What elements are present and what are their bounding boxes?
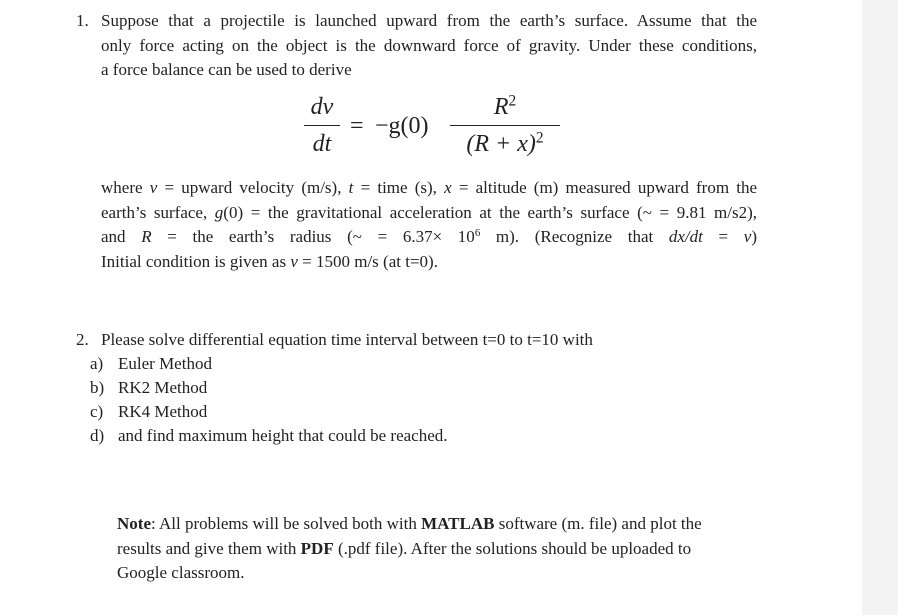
question-1-definitions (101, 176, 757, 274)
note-text: (.pdf file). After the solutions should be uploaded to (333, 538, 692, 558)
lhs-fraction-bar (304, 125, 340, 126)
definitions-line-4 (101, 250, 757, 275)
list-item-text: RK2 Method (118, 378, 208, 397)
question-2-number: 2. (76, 330, 89, 349)
def-text: = altitude (m) measured upward from the (451, 178, 758, 197)
list-item-text: and find maximum height that could be reached. (118, 426, 448, 445)
question-1-number: 1. (76, 11, 89, 30)
definitions-line-3 (101, 225, 757, 250)
rhs-denominator (450, 129, 560, 159)
intro-line-2: only force acting on the object is the downward force of gravity. Under these conditions, (101, 35, 757, 55)
def-var-t: t (348, 178, 354, 197)
rhs-fraction-bar (450, 125, 560, 126)
def-text: = the earth’s radius (~ = 6.37× 10 (151, 227, 475, 246)
def-var-x: x (444, 178, 452, 197)
rhs-numerator-exp: 2 (508, 92, 517, 110)
def-text: (0) = the gravitational acceleration at the earth’s surface (~ = 9.81 m/s2), (223, 202, 757, 222)
note-line-2 (117, 537, 757, 562)
lhs-numerator: dv (310, 94, 334, 120)
list-item-label: b) (90, 378, 105, 397)
note-text: : All problems will be solved both with (150, 514, 422, 533)
def-text: where (101, 178, 150, 197)
rhs-numerator-R: R (493, 94, 509, 120)
note-label: Note (117, 514, 151, 533)
def-text: Initial condition is given as (101, 251, 291, 271)
def-exponent: 6 (474, 227, 481, 240)
rhs-numerator (450, 92, 560, 122)
def-text: = 1500 m/s (at t=0). (297, 251, 438, 271)
intro-line-1: Suppose that a projectile is launched upward from the earth’s surface. Assume that the (101, 11, 757, 30)
equals-sign: = (350, 113, 364, 139)
lhs-denominator: dt (312, 131, 332, 157)
list-item-text: RK4 Method (118, 402, 208, 421)
note-text: results and give them with (117, 538, 301, 558)
list-item-label: c) (90, 402, 104, 421)
note-line-1 (117, 512, 757, 537)
note-matlab: MATLAB (421, 514, 495, 533)
list-item-label: d) (90, 426, 105, 445)
def-text: = (702, 227, 744, 246)
list-item (90, 376, 207, 401)
def-text: m). (Recognize that (480, 227, 669, 246)
rhs-denominator-exp: 2 (535, 129, 544, 147)
def-text: earth’s surface, (101, 202, 215, 222)
def-var-v: v (290, 251, 298, 271)
minus-g0 (375, 114, 429, 139)
note-pdf: PDF (300, 538, 334, 558)
lhs-fraction (304, 92, 340, 159)
list-item (90, 400, 207, 425)
list-item-text: Euler Method (118, 354, 212, 373)
definitions-line-1 (101, 176, 757, 201)
def-var-g: g (214, 202, 224, 222)
list-item (90, 352, 212, 377)
rhs-denominator-text: (R + x) (466, 131, 536, 157)
rhs-fraction (450, 92, 560, 159)
def-text: ) (751, 227, 758, 246)
note-text: software (m. file) and plot the (494, 514, 702, 533)
minus-g0-text: −g(0) (375, 113, 429, 139)
def-text: and (101, 227, 142, 246)
question-1-intro (101, 9, 757, 83)
def-text: = time (s), (353, 178, 445, 197)
side-panel (862, 0, 898, 615)
list-item (90, 424, 448, 449)
intro-line-3: a force balance can be used to derive (101, 60, 352, 79)
def-text: = upward velocity (m/s), (157, 178, 349, 197)
note-line-3: Google classroom. (117, 563, 245, 582)
question-2-text: Please solve differential equation time interval between t=0 to t=10 with (101, 330, 593, 349)
note-block (117, 512, 757, 586)
definitions-line-2 (101, 201, 757, 226)
def-var-R: R (141, 227, 152, 246)
def-var-v: v (149, 178, 158, 197)
def-var-dxdt: dx/dt (668, 227, 703, 246)
list-item-label: a) (90, 354, 104, 373)
def-var-v: v (743, 227, 752, 246)
